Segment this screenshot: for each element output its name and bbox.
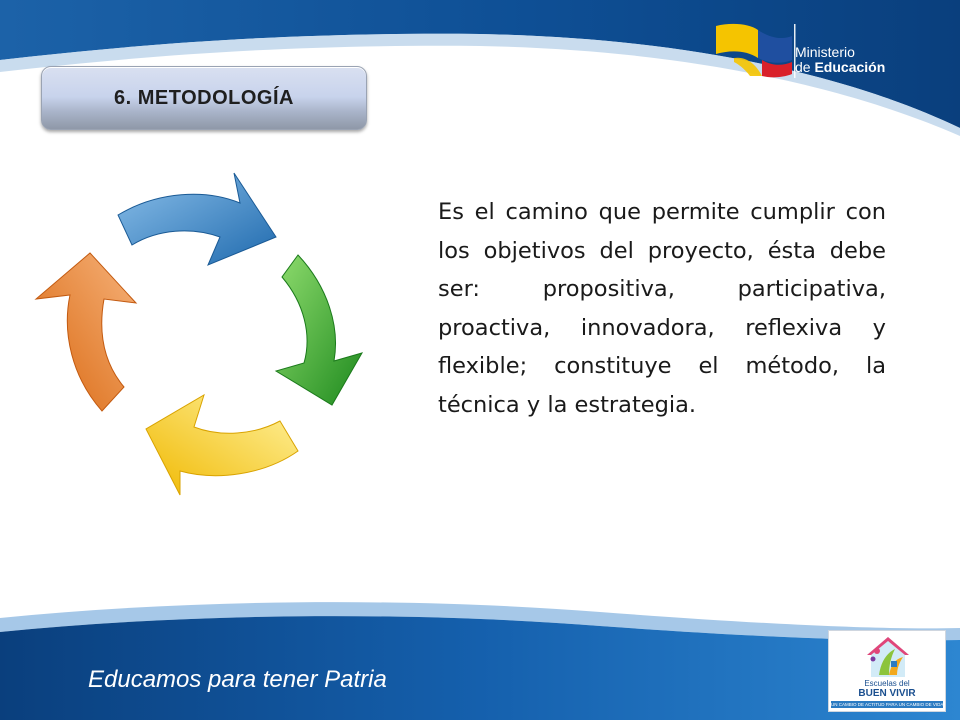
cycle-arrow-green-icon <box>276 255 362 405</box>
badge-line3: UN CAMBIO DE ACTITUD PARA UN CAMBIO DE VIDA <box>831 702 943 707</box>
badge-line1: Escuelas del <box>864 679 910 688</box>
section-title: 6. METODOLOGÍA <box>114 87 294 109</box>
ministry-name <box>795 45 885 75</box>
footer-slogan: Educamos para tener Patria <box>88 666 387 693</box>
badge-line2: BUEN VIVIR <box>858 688 916 699</box>
cycle-arrows-graphic <box>28 165 398 505</box>
cycle-arrow-yellow-icon <box>146 395 298 495</box>
ministry-line2-prefix: de <box>795 59 815 75</box>
escuelas-buen-vivir-badge <box>828 630 946 712</box>
methodology-description: Es el camino que permite cumplir con los objetivos del proyecto, ésta debe ser: propositiva, participativa, proactiva, innovadora, reflexiva y flexible; constituye el método, la técnica y la estrategia. <box>438 199 886 418</box>
house-logo-icon <box>865 635 911 679</box>
cycle-arrow-orange-icon <box>36 253 136 411</box>
ministry-line2 <box>795 60 885 75</box>
ministry-line1: Ministerio <box>795 44 855 60</box>
section-title-tab <box>41 66 367 130</box>
ministry-line2-bold: Educación <box>814 59 886 75</box>
cycle-arrow-blue-icon <box>118 173 276 265</box>
